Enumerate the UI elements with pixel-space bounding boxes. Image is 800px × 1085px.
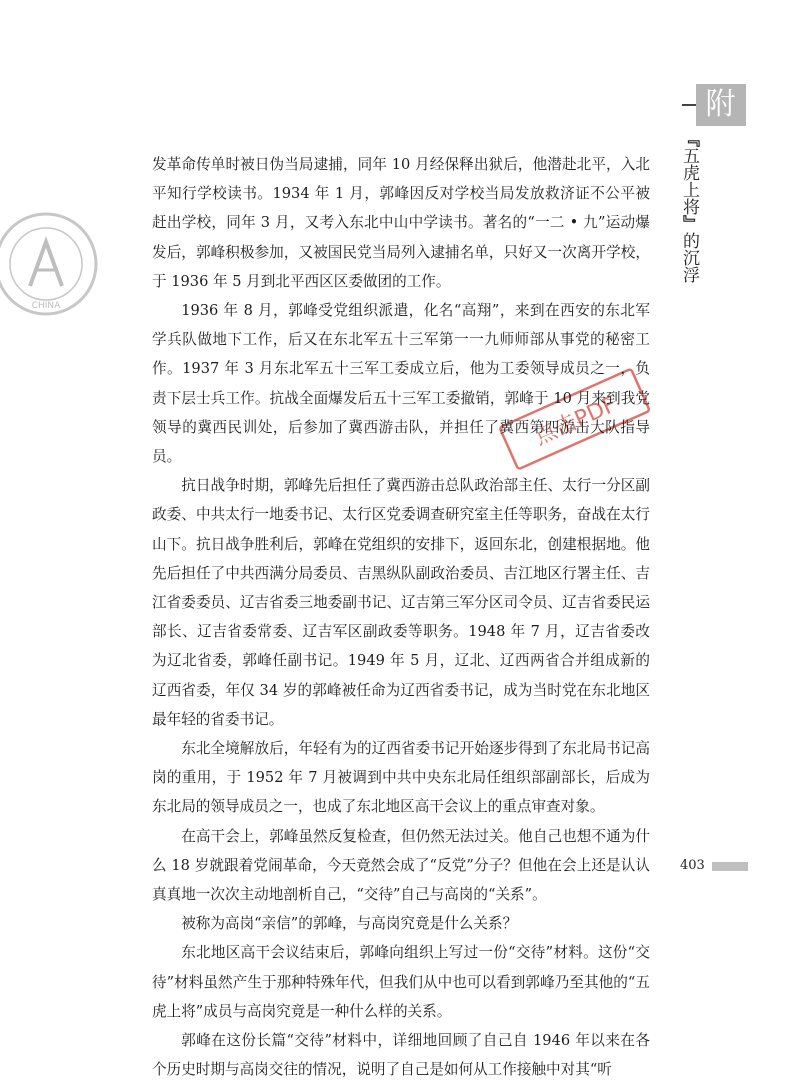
library-seal-watermark [0, 208, 102, 320]
title-bracket-close: 』 [679, 215, 699, 232]
page-number: 403 [680, 858, 705, 873]
title-bracket-open: 『 [679, 130, 699, 147]
running-title-suffix: 的沉浮 [679, 232, 699, 283]
page-number-bar [712, 862, 748, 871]
paragraph: 被称为高岗“亲信”的郭峰，与高岗究竟是什么关系？ [181, 915, 518, 933]
section-label: 附录 [696, 84, 746, 126]
paragraph: 发革命传单时被日伪当局逮捕，同年 10 月经保释出狱后，他潜赴北平，入北平知行学校读书。1934 年 1 月，郭峰因反对学校当局发放救济证不公平被赶出学校，同年 3 月，又考入东北中山中学读书。著名的“一二 • 九”运动爆发后，郭峰积极参加，又被国民党当局列入逮捕名单，只好又一次离开学校，于 1936 年 5 月到北平西区区委做团的工作。 [152, 156, 650, 290]
running-title-main: 五虎上将 [679, 147, 699, 215]
seal-text: CHINA [31, 301, 61, 311]
paragraph: 东北全境解放后，年轻有为的辽西省委书记开始逐步得到了东北局书记高岗的重用，于 1952 年 7 月被调到中共中央东北局任组织部副部长，后成为东北局的领导成员之一，也成了东北地区高干会议上的重点审查对象。 [152, 740, 650, 816]
paragraph: 东北地区高干会议结束后，郭峰向组织上写过一份“交待”材料。这份“交待”材料虽然产生于那种特殊年代，但我们从中也可以看到郭峰乃至其他的“五虎上将”成员与高岗究竟是一种什么样的关系。 [152, 944, 650, 1020]
body-text [152, 150, 650, 1085]
stamp-text: 点击PDF [530, 392, 621, 451]
running-title [676, 130, 700, 283]
section-tab-rule [682, 104, 696, 106]
paragraph: 郭峰在这份长篇“交待”材料中，详细地回顾了自己自 1946 年以来在各个历史时期与高岗交往的情况，说明了自己是如何从工作接触中对其“听 [152, 1032, 650, 1079]
paragraph: 1936 年 8 月，郭峰受党组织派遣，化名“高翔”，来到在西安的东北军学兵队做地下工作，后又在东北军五十三军第一一九师师部从事党的秘密工作。1937 年 3 月东北军五十三军工委成立后，他为工委领导成员之一，负责下层士兵工作。抗战全面爆发后五十三军工委撤销，郭峰于 10 月来到我党领导的冀西民训处，后参加了冀西游击队，并担任了冀西第四游击大队指导员。 [152, 302, 651, 466]
paragraph: 在高干会上，郭峰虽然反复检查，但仍然无法过关。他自己也想不通为什么 18 岁就跟着党闹革命，今天竟然会成了“反党”分子？但他在会上还是认认真真地一次次主动地剖析自己，“交待”自己与高岗的“关系”。 [152, 827, 650, 904]
paragraph: 抗日战争时期，郭峰先后担任了冀西游击总队政治部主任、太行一分区副政委、中共太行一地委书记、太行区党委调查研究室主任等职务，奋战在太行山下。抗日战争胜利后，郭峰在党组织的安排下，返回东北，创建根据地。他先后担任了中共西满分局委员、吉黑纵队副政治委员、吉江地区行署主任、吉江省委委员、辽吉省委三地委副书记、辽吉第三军分区司令员、辽吉省委民运部长、辽吉省委常委、辽吉军区副政委等职务。1948 年 7 月，辽吉省委改为辽北省委，郭峰任副书记。1949 年 5 月，辽北、辽西两省合并组成新的辽西省委，年仅 34 岁的郭峰被任命为辽西省委书记，成为当时党在东北地区最年轻的省委书记。 [152, 477, 650, 728]
